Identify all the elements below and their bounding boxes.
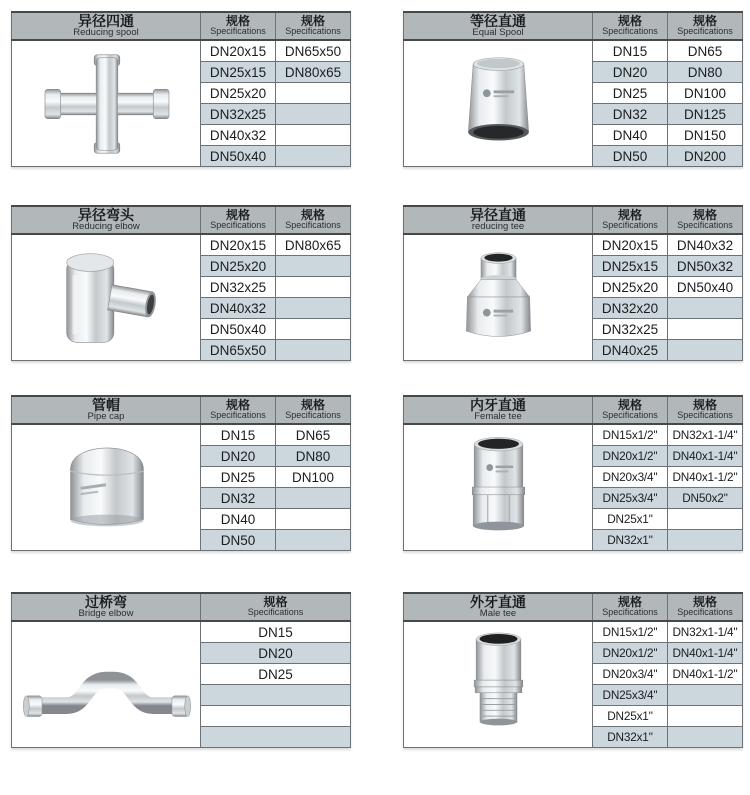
spec-value: DN80 [276,446,351,467]
spec-column-header: 规格 Specifications [593,593,668,621]
product-image-cell [12,234,201,361]
product-title-en: Reducing spool [73,27,139,39]
spec-value [276,530,351,551]
product-title-zh: 外牙直通 [470,593,526,610]
product-title [404,12,593,40]
spec-value: DN125 [668,104,743,125]
spec-value: DN25x20 [201,256,276,277]
spec-value [276,104,351,125]
product-image-cell [12,621,201,748]
product-title [404,593,593,621]
spec-value [276,83,351,104]
product-image-cell [12,40,201,167]
product-title-en: Male tee [479,608,517,620]
product-image-cell [404,424,593,551]
female-adapter-photo [406,426,591,550]
bridge-bend-photo [14,623,199,747]
spec-value: DN40x1-1/4'' [668,446,743,467]
spec-value: DN20x3/4'' [593,664,668,685]
spec-column-header: 规格 Specifications [593,396,668,424]
spec-value: DN50x40 [668,277,743,298]
spec-value: DN40x1-1/4'' [668,643,743,664]
spec-value [201,706,351,727]
spec-value: DN25x3/4'' [593,685,668,706]
spec-column-header: 规格 Specifications [276,206,351,234]
product-title-zh: 等径直通 [470,12,526,29]
male-adapter-photo [406,623,591,747]
product-block-equal-spool [403,11,743,167]
spec-value [276,298,351,319]
product-title-zh: 异径四通 [78,12,134,29]
spec-column-header: 规格 Specifications [668,206,743,234]
spec-value: DN32x25 [201,104,276,125]
spec-value: DN32 [201,488,276,509]
spec-value [201,727,351,748]
product-image-cell [404,234,593,361]
spec-value: DN15x1/2'' [593,621,668,643]
pipe-cap-photo [14,426,199,550]
spec-value: DN15 [201,424,276,446]
spec-value: DN50x32 [668,256,743,277]
spec-value: DN80x65 [276,234,351,256]
spec-column-header: 规格 Specifications [201,206,276,234]
product-block-reducing-spool [11,11,351,167]
spec-column-header: 规格 Specifications [201,593,351,621]
spec-value [668,509,743,530]
spec-value: DN65x50 [276,40,351,62]
spec-value: DN20 [201,643,351,664]
spec-value [668,706,743,727]
spec-value: DN50x40 [201,319,276,340]
spec-value: DN25 [201,467,276,488]
product-title [12,206,201,234]
spec-value: DN80x65 [276,62,351,83]
spec-value: DN15 [593,40,668,62]
spec-value: DN32x25 [593,319,668,340]
spec-value: DN25x3/4'' [593,488,668,509]
spec-value: DN20 [201,446,276,467]
spec-value: DN20x3/4'' [593,467,668,488]
spec-value: DN25x15 [593,256,668,277]
product-image-cell [404,621,593,748]
spec-value [668,340,743,361]
spec-column-header: 规格 Specifications [276,396,351,424]
spec-value: DN150 [668,125,743,146]
product-block-reducing-elbow [11,205,351,361]
spec-column-header: 规格 Specifications [276,12,351,40]
product-title-zh: 过桥弯 [85,593,127,610]
spec-column-header: 规格 Specifications [668,593,743,621]
spec-value: DN25x1'' [593,509,668,530]
spec-value: DN100 [276,467,351,488]
spec-value [276,488,351,509]
spec-value [276,277,351,298]
product-block-pipe-cap [11,395,351,551]
product-block-female-tee [403,395,743,551]
spec-value: DN20x15 [593,234,668,256]
spec-value: DN100 [668,83,743,104]
spec-value: DN20x15 [201,40,276,62]
spec-value: DN32x20 [593,298,668,319]
spec-value [668,298,743,319]
product-title-zh: 管帽 [92,396,120,413]
product-title-en: Equal Spool [472,27,524,39]
product-title [404,206,593,234]
product-block-bridge-elbow [11,592,351,748]
product-block-male-tee [403,592,743,748]
spec-value: DN65 [668,40,743,62]
spec-value [668,319,743,340]
product-title-en: Reducing elbow [72,221,140,233]
product-title-en: Female tee [474,411,522,423]
spec-value: DN40 [201,509,276,530]
spec-value: DN25x20 [593,277,668,298]
spec-value: DN50 [201,530,276,551]
spec-value: DN50x2'' [668,488,743,509]
spec-column-header: 规格 Specifications [593,12,668,40]
spec-value [276,319,351,340]
spec-value: DN50 [593,146,668,167]
coupling-photo [406,42,591,166]
spec-value [668,530,743,551]
spec-column-header: 规格 Specifications [593,206,668,234]
spec-value: DN15 [201,621,351,643]
product-title-zh: 异径直通 [470,206,526,223]
spec-value [276,509,351,530]
spec-value: DN65x50 [201,340,276,361]
spec-value: DN32x1'' [593,530,668,551]
spec-value: DN32x1-1/4'' [668,621,743,643]
spec-value: DN25 [201,664,351,685]
spec-value [668,685,743,706]
spec-value: DN20x1/2'' [593,643,668,664]
spec-value: DN40 [593,125,668,146]
spec-value: DN40x32 [201,125,276,146]
product-image-cell [12,424,201,551]
elbow-fitting-photo [14,236,199,360]
product-title [12,593,201,621]
spec-value: DN65 [276,424,351,446]
spec-column-header: 规格 Specifications [668,12,743,40]
spec-value [276,256,351,277]
product-title [404,396,593,424]
product-title-en: Bridge elbow [78,608,134,620]
spec-value: DN80 [668,62,743,83]
spec-value [276,146,351,167]
spec-value: DN20 [593,62,668,83]
spec-value [201,685,351,706]
spec-value: DN25x1'' [593,706,668,727]
product-block-reducing-tee [403,205,743,361]
spec-value: DN20x1/2'' [593,446,668,467]
spec-value: DN40x32 [668,234,743,256]
spec-column-header: 规格 Specifications [201,12,276,40]
spec-value [668,727,743,748]
reducer-photo [406,236,591,360]
spec-value: DN200 [668,146,743,167]
spec-value: DN25x15 [201,62,276,83]
spec-value: DN20x15 [201,234,276,256]
spec-value: DN32x1-1/4'' [668,424,743,446]
product-title-zh: 内牙直通 [470,396,526,413]
spec-value: DN25x20 [201,83,276,104]
spec-value: DN40x25 [593,340,668,361]
spec-value: DN40x32 [201,298,276,319]
spec-column-header: 规格 Specifications [201,396,276,424]
spec-value: DN50x40 [201,146,276,167]
spec-value: DN40x1-1/2'' [668,664,743,685]
spec-value: DN32 [593,104,668,125]
product-title [12,12,201,40]
product-title-en: Pipe cap [87,411,125,423]
spec-value: DN15x1/2'' [593,424,668,446]
spec-value: DN40x1-1/2'' [668,467,743,488]
product-title [12,396,201,424]
spec-value [276,125,351,146]
product-title-zh: 异径弯头 [78,206,134,223]
product-image-cell [404,40,593,167]
cross-fitting-photo [14,42,199,166]
spec-value: DN32x25 [201,277,276,298]
spec-value: DN25 [593,83,668,104]
spec-value [276,340,351,361]
spec-value: DN32x1'' [593,727,668,748]
spec-column-header: 规格 Specifications [668,396,743,424]
product-title-en: reducing tee [471,221,525,233]
